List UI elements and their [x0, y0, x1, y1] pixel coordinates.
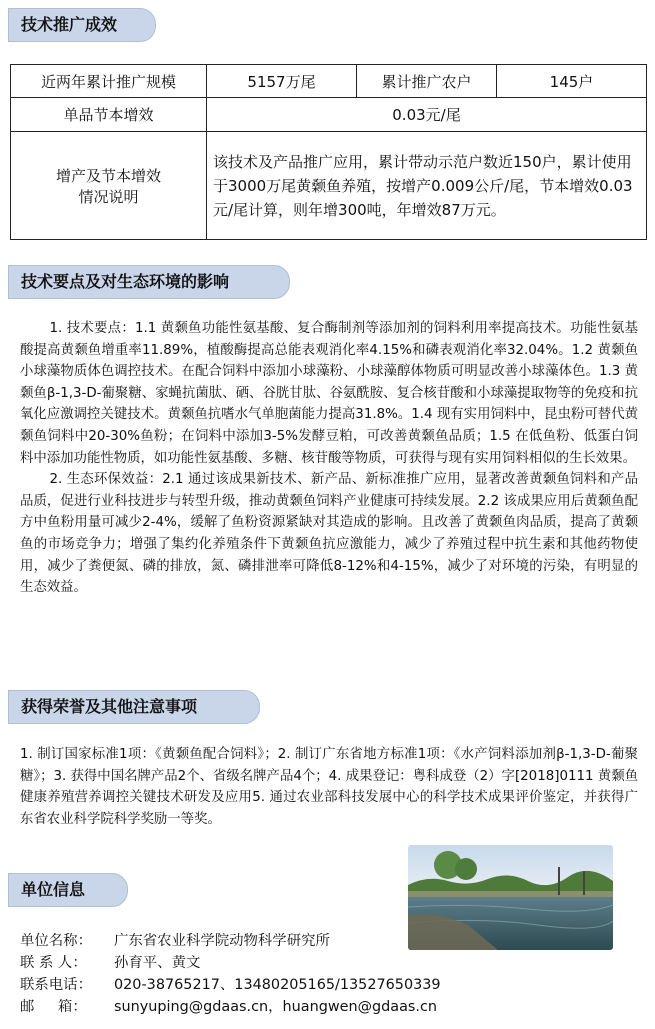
phone-row: [20, 974, 441, 996]
keypoints-paragraph-1: 1. 技术要点：1.1 黄颡鱼功能性氨基酸、复合酶制剂等添加剂的饲料利用率提高技术。功能性氨基酸提高黄颡鱼增重率11.89%，植酸酶提高总能表观消化率4.15%和磷表观消化率32.04%。1.2 黄颡鱼小球藻物质体色调控技术。在配合饲料中添加小球藻粉、小球藻醇体物质可明显改善小球藻体色。1.3 黄颡鱼β-1,3-D-葡聚糖、家蝇抗菌肽、硒、谷胱甘肽、谷氨酰胺、复合核苷酸和小球藻提取物等的免疫和抗氧化应激调控关键技术。黄颡鱼抗嗜水气单胞菌能力提高31.8%。1.4 现有实用饲料中，昆虫粉可替代黄颡鱼饲料中20-30%鱼粉；在饲料中添加3-5%发酵豆粕，可改善黄颡鱼品质；1.5 在低鱼粉、低蛋白饲料中添加功能性物质，如功能性氨基酸、多糖、核苷酸等物质，可获得与现有实用饲料相似的生长效果。: [20, 321, 638, 466]
contact-person-value: 孙育平、黄文: [114, 955, 201, 971]
honors-text: 1. 制订国家标准1项：《黄颡鱼配合饲料》；2. 制订广东省地方标准1项：《水产饲料添加剂β-1,3-D-葡聚糖》；3. 获得中国名牌产品2个、省级名牌产品4个；4. 成果登记：粤科成登（2）字[2018]0111 黄颡鱼健康养殖营养调控关键技术研发及应用5. 通过农业部科技发展中心的科学技术成果评价鉴定，并获得广东省农业科学院科学奖励一等奖。: [20, 747, 638, 827]
keypoints-body: [20, 318, 638, 599]
section-title-promotion: 技术推广成效: [8, 8, 156, 42]
email-row: [20, 996, 441, 1018]
section-title-unit: 单位信息: [8, 873, 128, 907]
keypoints-paragraph-2: 2. 生态环保效益：2.1 通过该成果新技术、新产品、新标准推广应用，显著改善黄颡鱼饲料和产品品质，促进行业科技进步与转型升级，推动黄颡鱼饲料产业健康可持续发展。2.2 该成果应用后黄颡鱼配方中鱼粉用量可减少2-4%，缓解了鱼粉资源紧缺对其造成的影响。且改善了黄颡鱼肉品质，提高了黄颡鱼的市场竞争力；增强了集约化养殖条件下黄颡鱼抗应激能力，减少了养殖过程中抗生素和其他药物使用，减少了粪便氮、磷的排放，氮、磷排泄率可降低8-12%和4-15%，减少了对环境的污染，有明显的生态效益。: [20, 472, 638, 596]
promotion-table: [10, 64, 647, 240]
cell-desc-text: 该技术及产品推广应用，累计带动示范户数近150户，累计使用于3000万尾黄颡鱼养殖，按增产0.009公斤/尾，节本增效0.03元/尾计算，则年增300吨，年增效87万元。: [207, 132, 647, 240]
phone-label: 联系电话：: [20, 977, 92, 993]
desc-label-line1: 增产及节本增效: [55, 166, 161, 185]
cell-farmers-value: 145户: [497, 65, 647, 98]
unit-name-label: 单位名称：: [20, 933, 92, 949]
contact-person-label: 联 系 人：: [20, 955, 87, 971]
cell-scale-value: 5157万尾: [207, 65, 357, 98]
section-title-honors: 获得荣誉及其他注意事项: [8, 690, 260, 724]
cell-benefit-label: 单品节本增效: [11, 98, 207, 132]
cell-desc-label: [11, 132, 207, 240]
cell-benefit-value: 0.03元/尾: [207, 98, 647, 132]
section-title-keypoints: 技术要点及对生态环境的影响: [8, 265, 290, 299]
phone-value: 020-38765217、13480205165/13527650339: [114, 977, 441, 993]
contact-person-row: [20, 952, 441, 974]
unit-name-row: [20, 930, 441, 952]
unit-contact-info: [20, 930, 441, 1018]
unit-name-value: 广东省农业科学院动物科学研究所: [114, 933, 330, 949]
email-label: 邮 箱：: [20, 999, 87, 1015]
honors-body: [20, 744, 638, 830]
cell-scale-label: 近两年累计推广规模: [11, 65, 207, 98]
desc-label-line2: 情况说明: [78, 187, 139, 206]
cell-farmers-label: 累计推广农户: [357, 65, 497, 98]
email-value: sunyuping@gdaas.cn，huangwen@gdaas.cn: [114, 999, 438, 1015]
